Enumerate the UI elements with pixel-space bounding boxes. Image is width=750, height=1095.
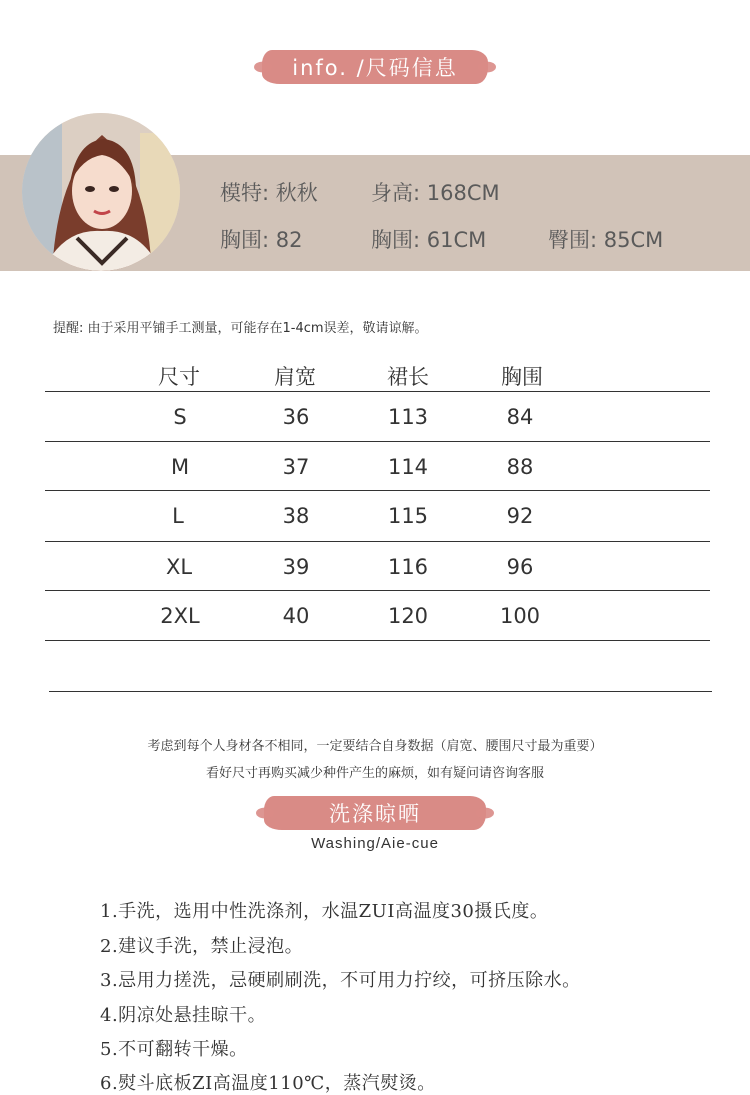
model-hips: 臀围: 85CM xyxy=(548,228,664,252)
size-info-banner xyxy=(262,50,488,84)
table-cell: 36 xyxy=(282,405,310,429)
table-rule xyxy=(45,441,710,442)
washing-item: 5.不可翻转干燥。 xyxy=(100,1039,248,1060)
table-cell: 96 xyxy=(506,555,534,579)
table-cell: 115 xyxy=(387,504,429,528)
table-rule xyxy=(45,541,710,542)
table-rule xyxy=(45,590,710,591)
table-rule xyxy=(49,691,712,692)
measurement-tip: 提醒: 由于采用平铺手工测量，可能存在1-4cm误差，敬请谅解。 xyxy=(53,321,428,336)
table-rule xyxy=(45,391,710,392)
model-waist: 胸围: 61CM xyxy=(371,228,487,252)
model-bust: 胸围: 82 xyxy=(220,228,303,252)
washing-title: 洗涤晾晒 xyxy=(329,802,421,826)
table-cell: 2XL xyxy=(160,604,200,628)
table-rule xyxy=(45,490,710,491)
table-cell: 114 xyxy=(387,455,429,479)
col-header-shoulder: 肩宽 xyxy=(274,365,316,389)
model-height: 身高: 168CM xyxy=(371,181,500,205)
washing-banner xyxy=(264,796,486,830)
washing-item: 1.手洗，选用中性洗涤剂，水温ZUI高温度30摄氏度。 xyxy=(100,901,549,922)
size-note-2: 看好尺寸再购买减少种件产生的麻烦，如有疑问请咨询客服 xyxy=(205,766,544,781)
col-header-size: 尺寸 xyxy=(158,365,200,389)
table-cell: 100 xyxy=(499,604,541,628)
table-cell: 88 xyxy=(506,455,534,479)
col-header-bust: 胸围 xyxy=(501,365,543,389)
washing-item: 3.忌用力搓洗，忌硬刷刷洗，不可用力拧绞，可挤压除水。 xyxy=(100,970,581,991)
washing-subtitle: Washing/Aie-cue xyxy=(311,835,439,852)
table-cell: 84 xyxy=(506,405,534,429)
washing-item: 6.熨斗底板ZI高温度110℃，蒸汽熨烫。 xyxy=(100,1073,436,1094)
table-cell: 38 xyxy=(282,504,310,528)
table-cell: M xyxy=(170,455,190,479)
table-cell: 40 xyxy=(282,604,310,628)
table-cell: 116 xyxy=(387,555,429,579)
table-cell: 37 xyxy=(282,455,310,479)
table-cell: XL xyxy=(165,555,193,579)
model-portrait-icon xyxy=(22,113,180,271)
washing-item: 4.阴凉处悬挂晾干。 xyxy=(100,1005,267,1026)
washing-item: 2.建议手洗，禁止浸泡。 xyxy=(100,936,304,957)
model-avatar xyxy=(22,113,180,271)
col-header-length: 裙长 xyxy=(387,365,429,389)
table-cell: 120 xyxy=(387,604,429,628)
size-note-1: 考虑到每个人身材各不相同，一定要结合自身数据（肩宽、腰围尺寸最为重要） xyxy=(147,739,603,754)
table-rule xyxy=(45,640,710,641)
model-name: 模特: 秋秋 xyxy=(220,181,318,205)
size-info-title: info. /尺码信息 xyxy=(292,56,458,80)
table-cell: 39 xyxy=(282,555,310,579)
table-cell: L xyxy=(172,504,184,528)
table-cell: S xyxy=(173,405,187,429)
table-cell: 113 xyxy=(387,405,429,429)
table-cell: 92 xyxy=(506,504,534,528)
